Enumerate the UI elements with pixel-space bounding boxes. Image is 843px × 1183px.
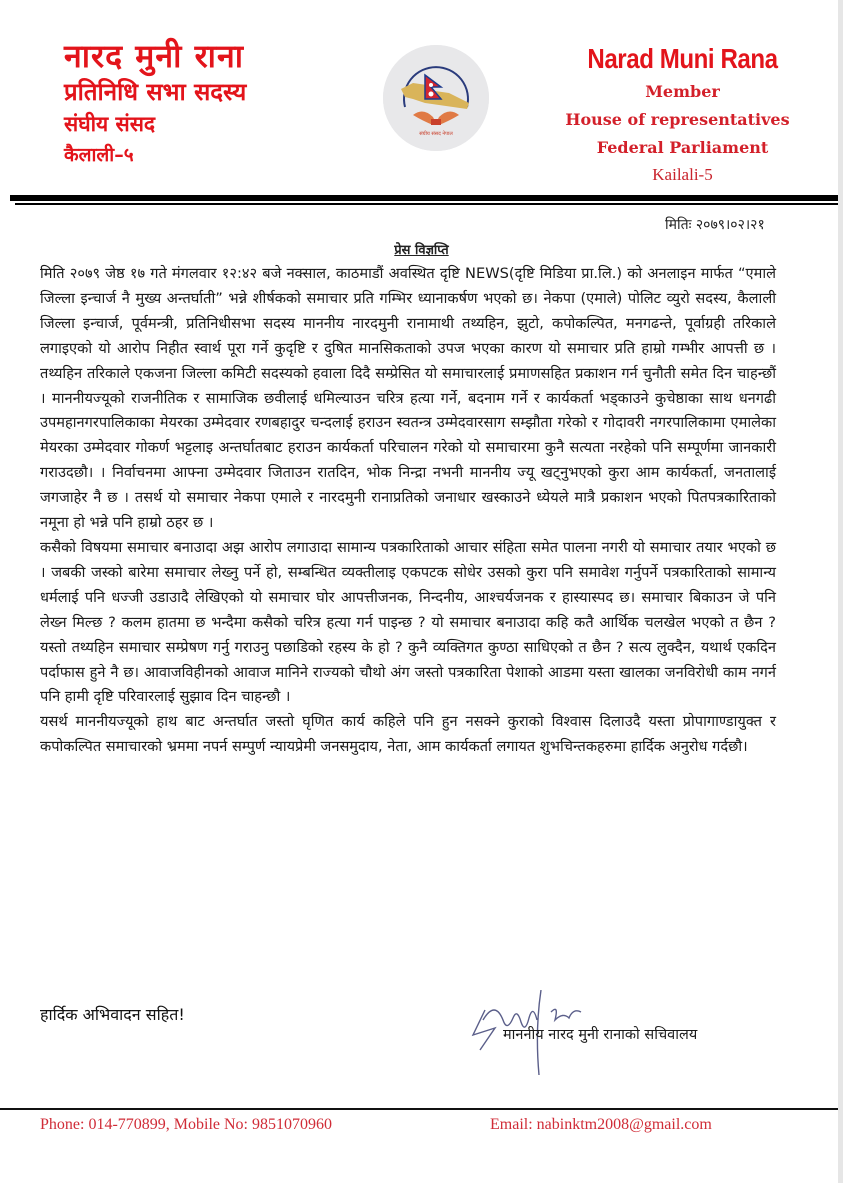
designation-english: Member <box>645 82 720 101</box>
signatory-office: माननीय नारद मुनी रानाको सचिवालय <box>503 1027 698 1043</box>
house-english: House of representatives <box>565 110 790 129</box>
document-body <box>40 262 776 760</box>
header-divider-thin <box>15 203 838 205</box>
paragraph-1: मिति २०७९ जेष्ठ १७ गते मंगलवार १२:४२ बजे नक्साल, काठमाडौं अवस्थित दृष्टि NEWS(दृष्टि मिडिया प्रा.लि.) को अनलाइन मार्फत “एमाले जिल्ला इन्चार्ज नै मुख्य अन्तर्घाती” भन्ने शीर्षकको समाचार प्रति गम्भिर ध्यानाकर्षण भएको छ। नेकपा (एमाले) पोलिट व्युरो सदस्य, कैलाली जिल्ला इन्चार्ज, पूर्वमन्त्री, प्रतिनिधीसभा सदस्य माननीय नारदमुनी रानामाथी तथ्यहिन, झुटो, कपोकल्पित, मनगढन्ते, पूर्वाग्रही तरिकाले लगाइएको यो आरोप निहीत स्वार्थ पूरा गर्ने कुदृष्टि र दुषित मानसिकताको उपज भएका कारण यो समाचार प्रति हाम्रो गम्भीर आपत्ती छ । तथ्यहिन तरिकाले एकजना जिल्ला कमिटी सदस्यको हवाला दिदै सम्प्रेसित यो समाचारलाई प्रमाणसहित प्रकाशन गर्न चुनौती समेत दिन चाहन्छौं । माननीयज्यूको राजनीतिक र सामाजिक छवीलाई धमिल्याउन चरित्र हत्या गर्ने, बदनाम गर्ने र कार्यकर्ता भड्काउने कुचेष्ठाका साथ धनगढी उपमहानगरपालिकाका मेयरका उम्मेदवार रणबहादुर चन्दलाई हराउन स्वतन्त्र उम्मेदवारसाग सम्झौता गरेको र गोदावरी नगरपालिकामा एमालेका मेयरका उम्मेदवार गोकर्ण भट्टलाइ अन्तर्घातबाट हराउन कार्यकर्ता परिचालन गरेको यो समाचारमा कुनै सत्यता नरहेको पनि सम्पूर्णमा जानकारी गराउदछौ। । निर्वाचनमा आफ्ना उम्मेदवार जिताउन रातदिन, भोक निन्द्रा नभनी माननीय ज्यू खट्नुभएको कुरा आम कार्यकर्ता, जनतालाई जगजाहेर नै छ । तसर्थ यो समाचार नेकपा एमाले र नारदमुनी रानाप्रतिको जनाधार खस्काउने ध्येयले मात्रै प्रकाशन भएको पितपत्रकारिताको नमूना हो भन्ने पनि हाम्रो ठहर छ । <box>40 265 776 532</box>
constituency-nepali: कैलाली–५ <box>64 144 134 166</box>
designation-nepali: प्रतिनिधि सभा सदस्य <box>64 78 247 106</box>
document-date: मितिः २०७९।०२।२१ <box>665 217 765 233</box>
name-nepali: नारद मुनी राना <box>64 37 245 75</box>
parliament-nepali: संघीय संसद <box>64 112 156 136</box>
letterhead-english <box>555 40 810 188</box>
letterhead-nepali <box>64 36 246 170</box>
paragraph-3: यसर्थ माननीयज्यूको हाथ बाट अन्तर्घात जस्तो घृणित कार्य कहिले पनि हुन नसक्ने कुराको विश्वास दिलाउदै यस्ता प्रोपागाण्डायुक्त र कपोकल्पित समाचारको भ्रममा नपर्न सम्पुर्ण न्यायप्रेमी जनसमुदाय, नेता, आम कार्यकर्ता लगायत शुभचिन्तकहरुमा हार्दिक अनुरोध गर्दछौ। <box>40 713 776 756</box>
parliament-english: Federal Parliament <box>596 138 769 157</box>
header-divider-thick <box>10 195 838 201</box>
constituency-english: Kailali-5 <box>652 165 713 184</box>
footer-phone: Phone: 014-770899, Mobile No: 9851070960 <box>40 1116 332 1133</box>
document-title: प्रेस विज्ञप्ति <box>394 243 449 258</box>
svg-text:संघीय संसद नेपाल: संघीय संसद नेपाल <box>419 131 453 137</box>
footer-email: Email: nabinktm2008@gmail.com <box>490 1116 712 1133</box>
parliament-emblem-icon <box>383 45 489 151</box>
footer-divider <box>0 1108 838 1110</box>
name-english: Narad Muni Rana <box>587 43 778 74</box>
closing-salutation: हार्दिक अभिवादन सहित! <box>40 1005 185 1024</box>
paragraph-2: कसैको विषयमा समाचार बनाउादा अझ आरोप लगाउादा सामान्य पत्रकारिताको आचार संहिता समेत पालना नगरी यो समाचार तयार भएको छ । जबकी जस्को बारेमा समाचार लेख्नु पर्ने हो, सम्बन्धित व्यक्तीलाइ एकपटक सोधेर उसको कुरा पनि समावेश गर्नुपर्ने पत्रकारिताको सामान्य धर्मलाई पनि धज्जी उडाउादै लेखिएको यो समाचार घोर आपत्तीजनक, निन्दनीय, आश्चर्यजनक र हास्यास्पद छ। समाचार बिकाउन जे पनि लेख्न मिल्छ ? कलम हातमा छ भन्दैमा कसैको चरित्र हत्या गर्न पाइन्छ ? यो समाचार बनाउादा कहि कतै आर्थिक चलखेल भएको त छैन ? यस्तो तथ्यहिन समाचार सम्प्रेषण गर्नु गराउनु पछाडिको रहस्य के हो ? कुनै व्यक्तिगत कुण्ठा साधिएको त छैन ? सत्य लुक्दैन, यथार्थ एकदिन पर्दाफास हुने नै छ। आवाजविहीनको आवाज मानिने राज्यको चौथो अंग जस्तो पत्रकारिता पेशाको आडमा यस्ता खालका जनविरोधी काम नगर्न पनि हामी दृष्टि परिवारलाई सुझाव दिन चाहन्छौ । <box>40 538 776 706</box>
